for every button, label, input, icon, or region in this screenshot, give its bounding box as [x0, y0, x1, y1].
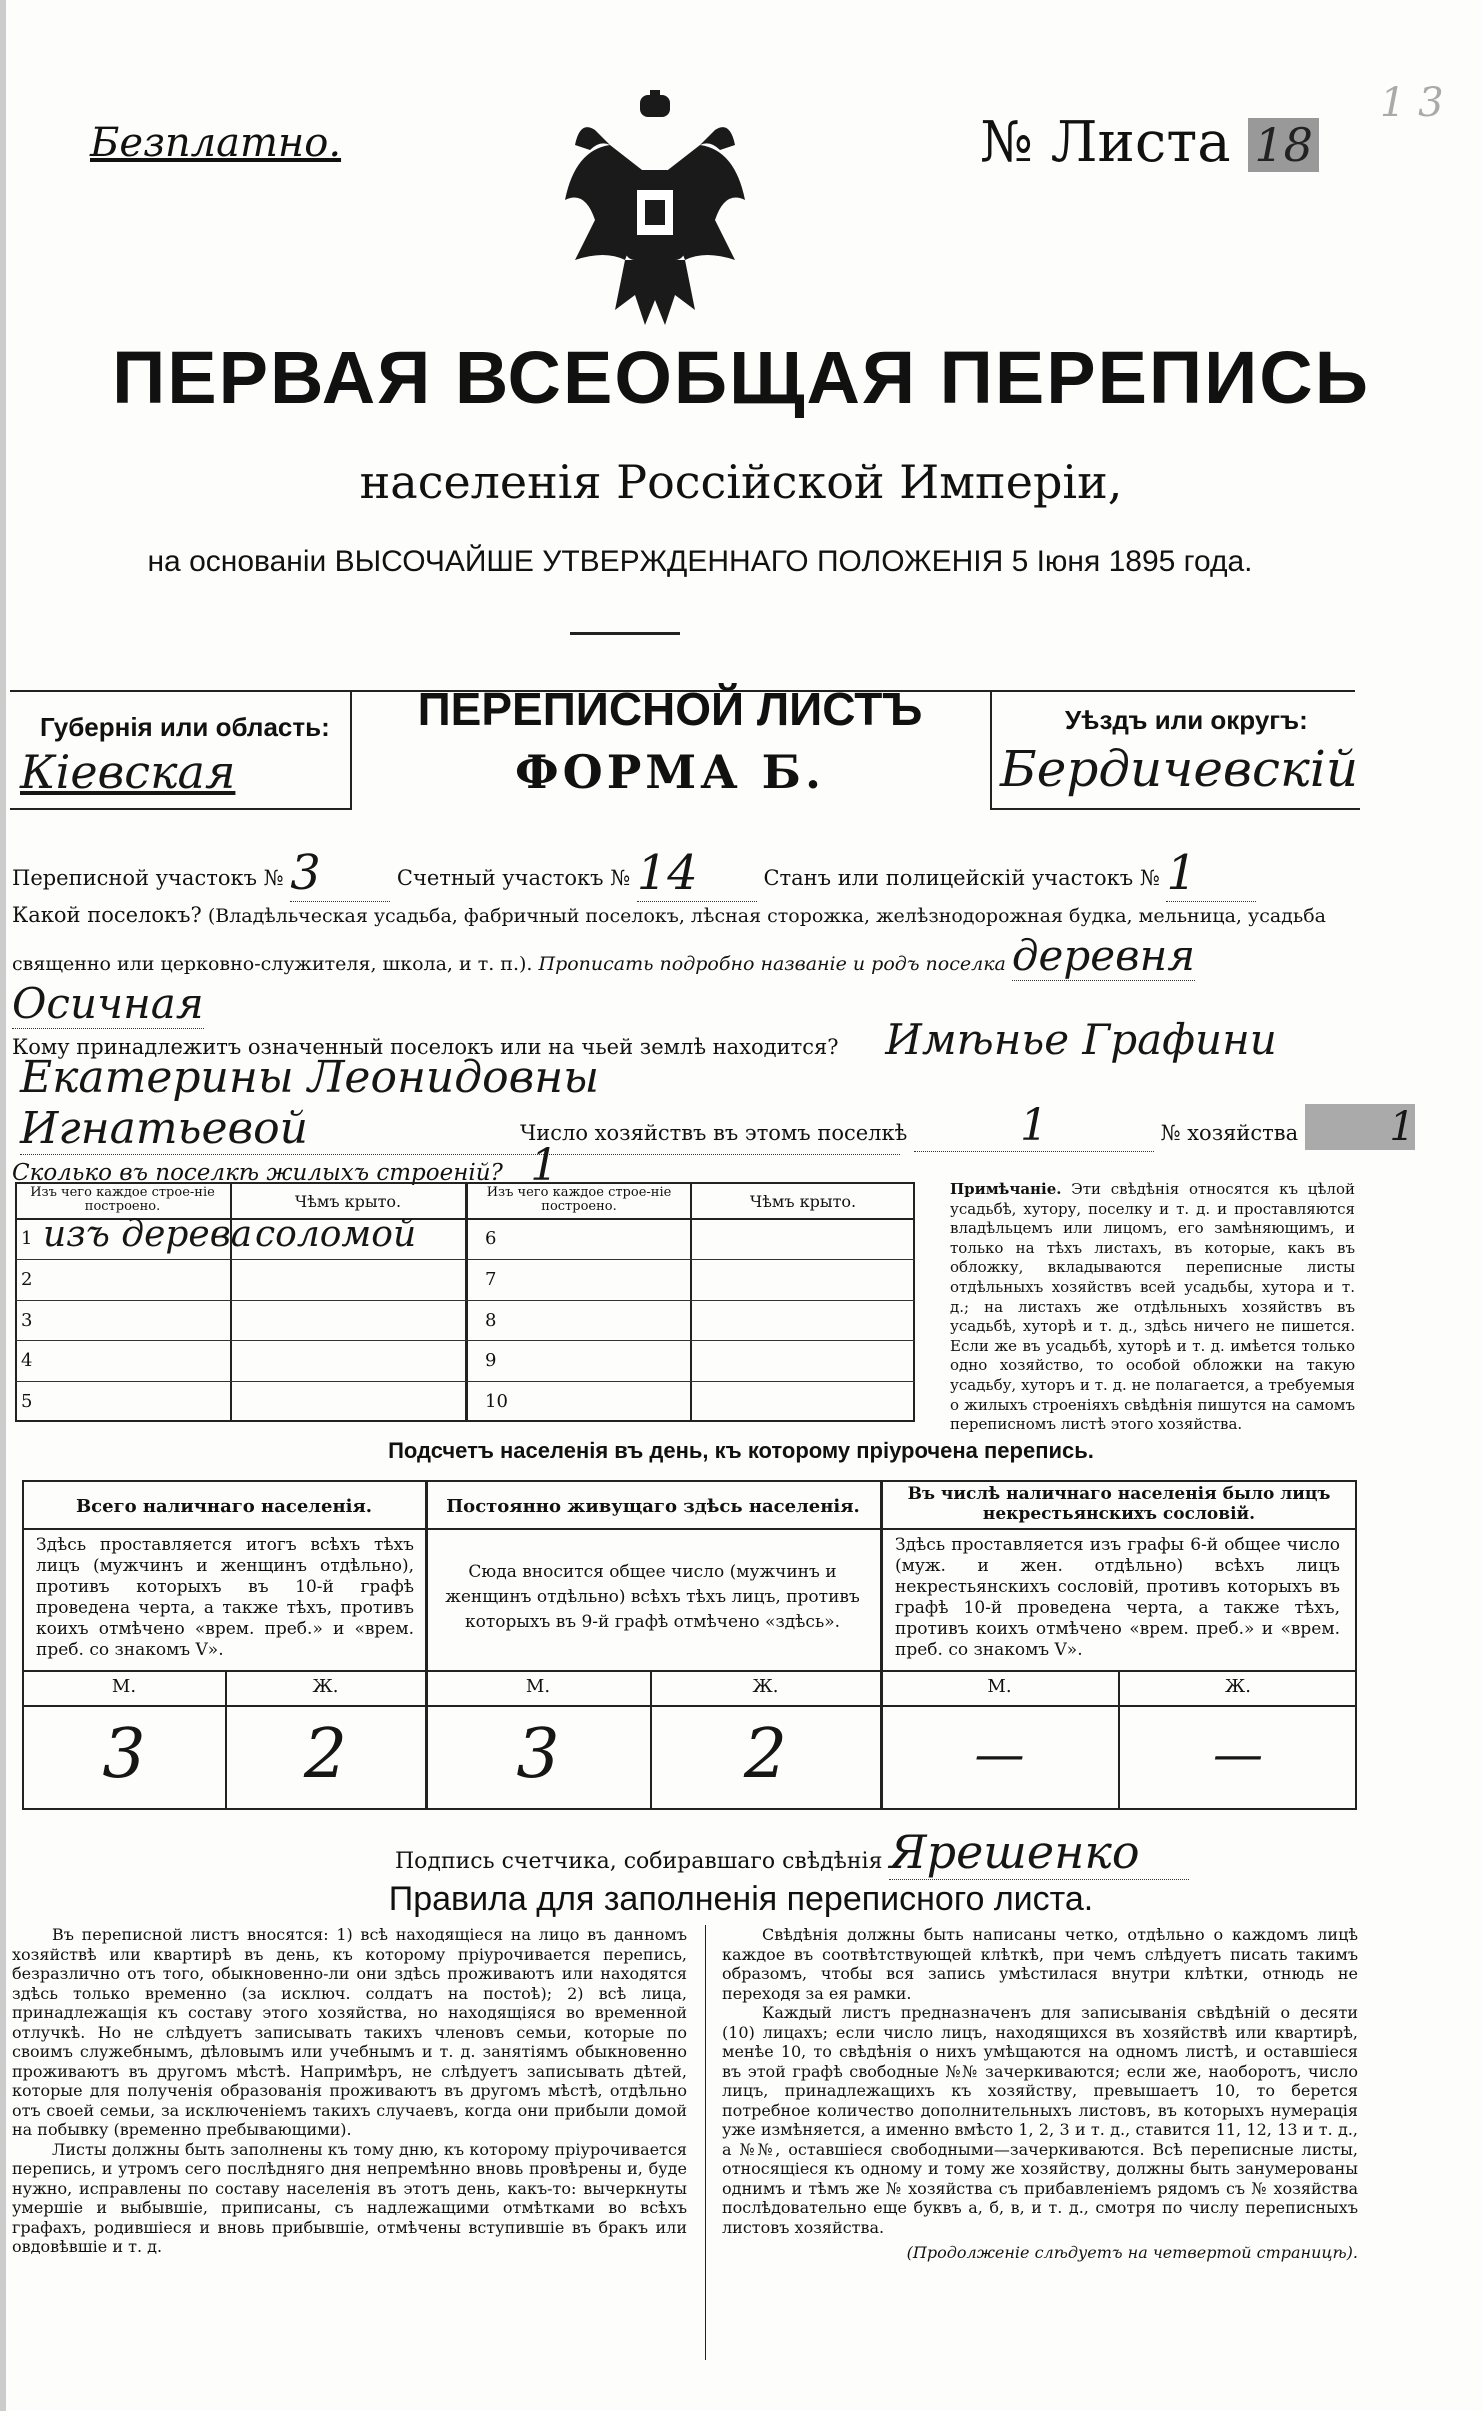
row-number: 6 — [485, 1228, 497, 1249]
sections-row — [12, 845, 1256, 902]
count-mf-rule — [22, 1705, 1357, 1707]
free-label: Безплатно. — [90, 120, 342, 166]
count-desc-rule — [22, 1670, 1357, 1672]
owner-value-2: Екатерины Леонидовны Игнатьевой — [20, 1052, 900, 1155]
row-number: 4 — [21, 1350, 33, 1372]
count-col2-head: Постоянно живущаго здѣсь населенія. — [446, 1496, 860, 1517]
uezd-rule — [990, 808, 1360, 810]
row-number: 5 — [21, 1391, 33, 1413]
count-col3-head: Въ числѣ наличнаго населенія было лицъ некрестьянскихъ сословій. — [907, 1484, 1331, 1524]
count-value-3: 3 — [516, 1715, 560, 1794]
buildings-row-8 — [465, 1300, 915, 1342]
form-divider-left — [350, 690, 352, 810]
count-value-2: 2 — [303, 1715, 348, 1794]
count-title: Подсчетъ населенія въ день, къ которому пріурочена перепись. — [388, 1438, 1094, 1463]
rules-left-p2: Листы должны быть заполнены къ тому дню, къ которому пріурочивается перепись, и утромъ сего послѣдняго дня непремѣнно вновь провѣрены и, буде нужно, исправлены по составу населенія въ этотъ день, какъ-то: вычеркнуты умершіе и выбывшіе, приписаны, съ надлежащими отмѣтками во всѣхъ графахъ, родившіеся и вновь прибывшіе, отмѣчены вступившіе въ бракъ или овдовѣвшіе и т. д. — [12, 2139, 687, 2256]
main-title: ПЕРВАЯ ВСЕОБЩАЯ ПЕРЕПИСЬ — [112, 336, 1370, 419]
form-title: ФОРМА Б. — [514, 745, 826, 799]
rules-left-p1: Въ переписной листъ вносятся: 1) всѣ находящіеся на лицо въ данномъ хозяйствѣ или квартирѣ въ день, къ которому пріурочивается перепись, безразлично отъ того, обыкновенно-ли они здѣсь проживаютъ или находятся здѣсь только временно (за исключ. солдатъ на постоѣ); 2) всѣ лица, принадлежащія къ составу этого хозяйства, но находящіяся во временной отлучкѣ. Но не слѣдуетъ записывать такихъ членовъ семьи, которые по своимъ служебнымъ, дѣловымъ или учебнымъ и т. д. занятіямъ обыкновенно проживаютъ въ другомъ мѣстѣ. Напримѣръ, не слѣдуетъ записывать дѣтей, которые для полученія образованія проживаютъ въ другомъ мѣстѣ, отдѣльно отъ своей семьи, за исключеніемъ такихъ случаевъ, когда они прибыли домой на побывку (временно пребывающими). — [12, 1925, 687, 2139]
count-col1-head: Всего наличнаго населенія. — [75, 1496, 373, 1517]
buildings-value: 1 — [530, 1140, 559, 1191]
poselok-value: деревня Осичная — [12, 931, 1196, 1028]
count-col3-desc: Здѣсь проставляется изъ графы 6-й общее число (муж. и жен. отдѣльно) всѣхъ лицъ некрестьянскихъ сословій, противъ которыхъ въ графѣ 10-й проведена черта, а также тѣхъ, противъ коихъ отмѣчено «врем. преб.» и «врем. преб. со знакомъ V». — [895, 1535, 1340, 1660]
rules-column-divider — [705, 1925, 706, 2360]
count-head-rule — [22, 1528, 1357, 1530]
households-row — [520, 1100, 1415, 1152]
row-number: 3 — [21, 1309, 33, 1331]
count-f-2: Ж. — [752, 1676, 779, 1697]
count-m-2: М. — [525, 1676, 551, 1697]
sheet-number-label — [980, 110, 1319, 175]
count-sub-line-1 — [225, 1670, 227, 1810]
poselok-label: Какой поселокъ? — [12, 903, 202, 927]
buildings-row-1 — [15, 1214, 465, 1260]
owner-value-1: Имѣнье Графини — [885, 1015, 1277, 1064]
col-roof-head-left: Чѣмъ крыто. — [294, 1192, 402, 1211]
title-divider — [570, 632, 680, 635]
row-number: 1 — [21, 1228, 33, 1249]
col-roof-head-right: Чѣмъ крыто. — [749, 1192, 857, 1211]
guberniya-rule — [10, 808, 350, 810]
basis-line: на основаніи ВЫСОЧАЙШЕ УТВЕРЖДЕННАГО ПОЛОЖЕНІЯ 5 Іюня 1895 года. — [147, 545, 1253, 578]
uezd-value: Бердичевскій — [1000, 740, 1359, 798]
count-col1-desc: Здѣсь проставляется итогъ всѣхъ тѣхъ лицъ (мужчинъ и женщинъ отдѣльно), противъ которыхъ въ 10-й графѣ проведена черта, а также тѣхъ, противъ коихъ отмѣчено «врем. преб.» и «врем. преб. со знакомъ V». — [36, 1535, 414, 1660]
row-number: 10 — [485, 1391, 508, 1413]
buildings-row-3 — [15, 1300, 465, 1342]
count-f-3: Ж. — [1225, 1676, 1251, 1697]
schetny-label: Счетный участокъ № — [396, 866, 631, 890]
household-no-label: № хозяйства — [1160, 1121, 1299, 1145]
poselok-block — [12, 895, 1352, 1032]
perepisnoy-label: Переписной участокъ № — [12, 866, 284, 890]
rules-left-column — [12, 1925, 687, 2257]
signature-value: Ярешенко — [889, 1825, 1189, 1880]
households-label: Число хозяйствъ въ этомъ поселкѣ — [520, 1121, 908, 1145]
count-value-5: — — [974, 1725, 1025, 1783]
buildings-row-9 — [465, 1340, 915, 1382]
owner-label: Кому принадлежитъ означенный поселокъ или на чьей землѣ находится? — [12, 1035, 839, 1059]
poselok-instr: Прописать подробно названіе и родъ поселка — [538, 953, 1006, 975]
buildings-row-7 — [465, 1259, 915, 1301]
count-value-4: 2 — [743, 1715, 788, 1794]
count-value-1: 3 — [102, 1715, 146, 1794]
count-sub-line-3 — [1118, 1670, 1120, 1810]
note-head: Примѣчаніе. — [950, 1180, 1062, 1198]
double-headed-eagle-icon — [555, 90, 755, 340]
row-number: 2 — [21, 1268, 33, 1290]
count-col2-desc: Сюда вносится общее число (мужчинъ и женщинъ отдѣльно) всѣхъ тѣхъ лицъ, противъ которыхъ въ 9-й графѣ отмѣчено «здѣсь». — [445, 1562, 860, 1632]
row-roof: соломой — [255, 1214, 417, 1255]
rules-right-column — [722, 1925, 1358, 2263]
note-text: Эти свѣдѣнія относятся къ цѣлой усадьбѣ, хутору, поселку и т. д. и проставляются владѣльцемъ или лицомъ, его замѣняющимъ, и только на тѣхъ листахъ, въ которые, какъ въ обложку, вкладываются переписные листы отдѣльныхъ хозяйствъ всей усадьбы, хутора и т. д.; на листахъ же отдѣльныхъ хозяйствъ въ усадьбѣ, хуторѣ и т. д., здѣсь ничего не пишется. Если же въ усадьбѣ, хуторѣ и т. д. имѣется только одно хозяйство, то особой обложки на такую усадьбу, хуторъ и т. д. не полагается, а требуемыя о жилыхъ строеніяхъ свѣдѣнія пишутся на самомъ переписномъ листѣ этого хозяйства. — [950, 1180, 1355, 1434]
subtitle: населенія Россійской Имперіи, — [359, 455, 1123, 509]
rules-title: Правила для заполненія переписного листа. — [388, 1880, 1094, 1918]
buildings-row-6 — [465, 1218, 915, 1260]
row-number: 9 — [485, 1350, 497, 1372]
buildings-row-4 — [15, 1340, 465, 1382]
signature-row — [395, 1825, 1189, 1880]
count-m-3: М. — [987, 1676, 1012, 1697]
signature-label: Подпись счетчика, собиравшаго свѣдѣнія — [395, 1849, 883, 1874]
perepisnoy-value: 3 — [290, 845, 390, 902]
col-material-head-left: Изъ чего каждое строе-ніе построено. — [30, 1185, 215, 1214]
buildings-row-2 — [15, 1259, 465, 1301]
note-block — [950, 1180, 1355, 1435]
guberniya-label: Губернія или область: — [40, 712, 330, 742]
schetny-value: 14 — [637, 845, 757, 902]
count-f-1: Ж. — [312, 1676, 339, 1697]
uezd-label: Уѣздъ или округъ: — [1065, 705, 1308, 735]
poselok-desc: (Владѣльческая усадьба, фабричный поселокъ, лѣсная сторожка, желѣзнодорожная будка, мельница, усадьба священно или церковно-служителя, школа, и т. п.). — [12, 905, 1326, 975]
row-material: изъ дерева — [43, 1214, 253, 1255]
sheet-label: № Листа — [980, 110, 1231, 175]
buildings-label: Сколько въ поселкѣ жилыхъ строеній? — [12, 1160, 503, 1186]
count-value-6: — — [1213, 1725, 1263, 1783]
row-number: 7 — [485, 1268, 497, 1290]
buildings-row-10 — [465, 1381, 915, 1422]
list-title: ПЕРЕПИСНОЙ ЛИСТЪ — [417, 683, 923, 735]
guberniya-value: Кіевская — [20, 745, 236, 799]
rules-right-p1: Свѣдѣнія должны быть написаны четко, отдѣльно о каждомъ лицѣ каждое въ соотвѣтствующей клѣткѣ, при чемъ слѣдуетъ писать такимъ образомъ, чтобы вся запись умѣстилася внутри клѣтки, отнюдь не переходя за ея рамки. — [722, 1925, 1358, 2003]
buildings-row-5 — [15, 1381, 465, 1422]
form-divider-right — [990, 690, 992, 810]
count-m-1: М. — [111, 1676, 137, 1697]
stan-value: 1 — [1166, 845, 1256, 902]
rules-continued: (Продолженіе слѣдуетъ на четвертой страницѣ). — [906, 2243, 1358, 2262]
col-material-head-right: Изъ чего каждое строе-ніе построено. — [486, 1185, 672, 1214]
count-sub-line-2 — [650, 1670, 652, 1810]
row-number: 8 — [485, 1309, 497, 1331]
rules-right-p2: Каждый листъ предназначенъ для записыванія свѣдѣній о десяти (10) лицахъ; если число лицъ, находящихся въ хозяйствѣ или квартирѣ, менѣе 10, то свѣдѣнія о нихъ умѣщаются на одномъ листѣ, и оставшіеся въ этой графѣ свободные №№ зачеркиваются; если же, наоборотъ, число лицъ, принадлежащихъ къ хозяйству, превышаетъ 10, то берется потребное количество дополнительныхъ листовъ, въ которыхъ нумерація уже измѣняется, а именно вмѣсто 1, 2, 3 и т. д., ставится 11, 12, 13 и т. д., а №№, оставшіеся свободными—зачеркиваются. Всѣ переписные листы, относящіеся къ одному и тому же хозяйству, должны быть занумерованы однимъ и тѣмъ же № хозяйства съ прибавленіемъ рядомъ съ № хозяйства послѣдовательно еще буквъ а, б, в, и т. д., смотря по числу переписныхъ листовъ хозяйства. — [722, 2003, 1358, 2237]
stan-label: Станъ или полицейскій участокъ № — [763, 866, 1160, 890]
households-value: 1 — [914, 1100, 1154, 1152]
household-no-value: 1 — [1305, 1104, 1415, 1150]
sheet-number-value: 18 — [1248, 118, 1319, 172]
corner-marks: 1 3 — [1380, 80, 1444, 126]
